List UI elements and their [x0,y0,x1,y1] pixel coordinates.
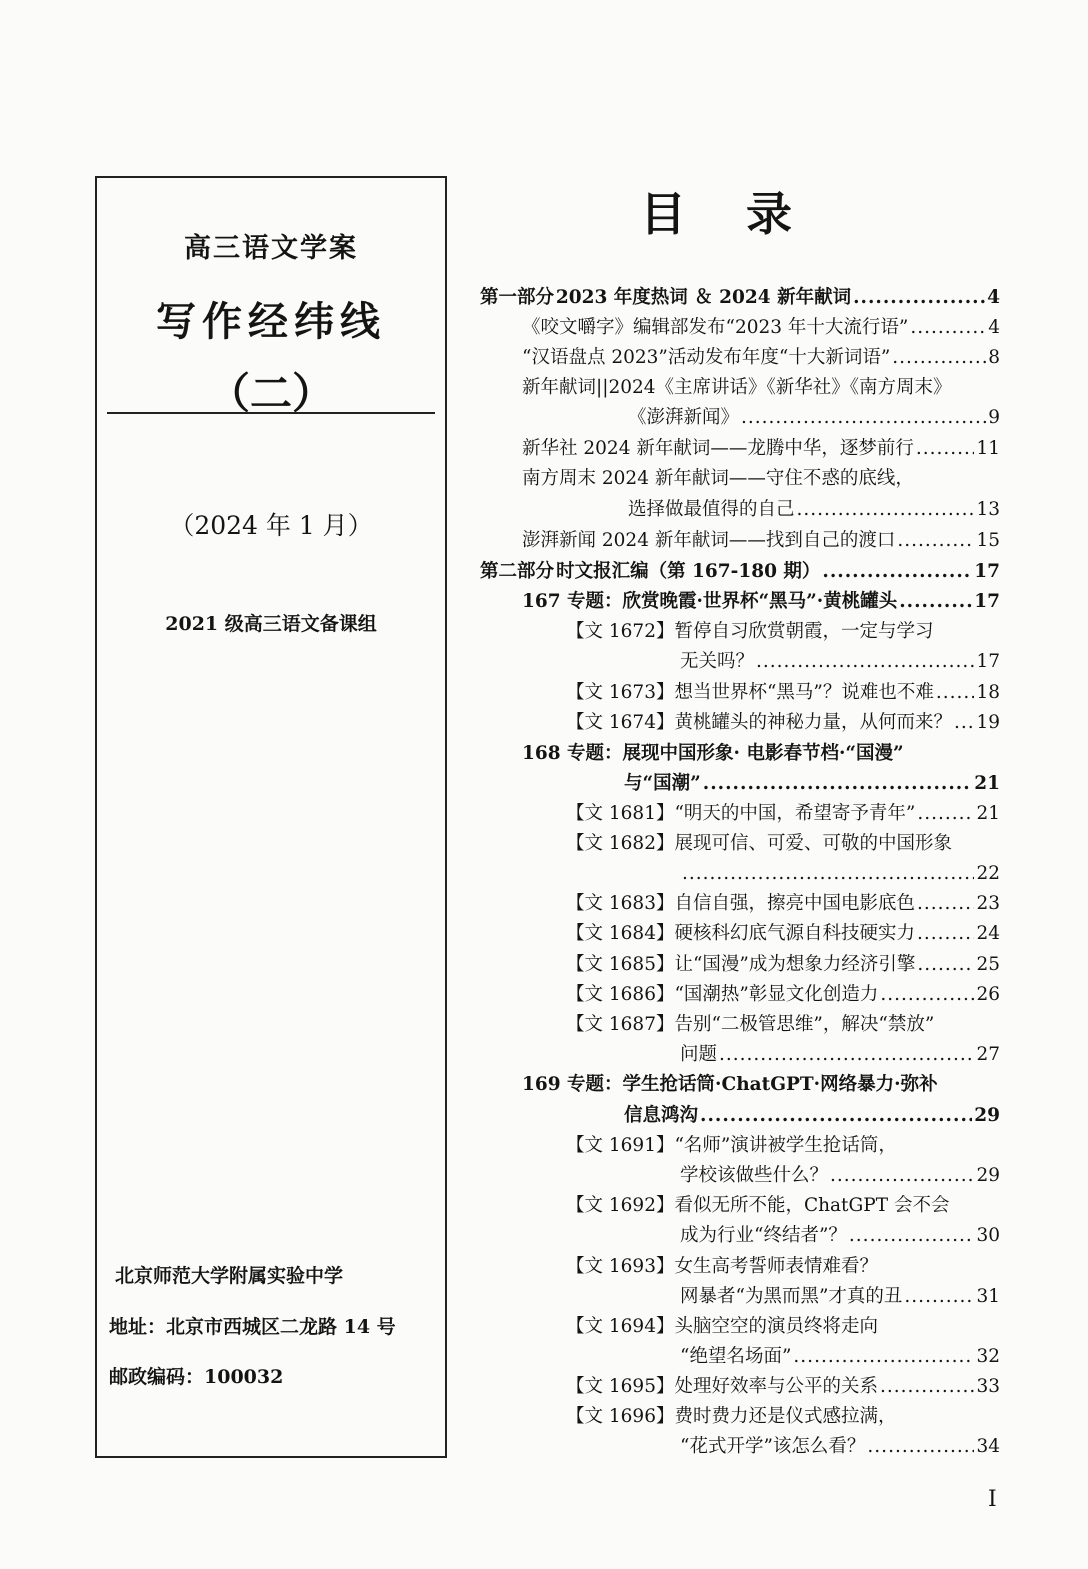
toc-entry[interactable]: “花式开学”该怎么看？ ..... 34 [680,1433,1000,1461]
cover-series-title: 高三语文学案 [184,233,358,264]
cover-school: 北京师范大学附属实验中学 [115,1265,344,1287]
toc-entry[interactable]: 与“国潮” ..... 21 [624,770,1000,798]
toc-entry[interactable]: 【文 1673】想当世界杯“黑马”？说难也不难 ..... 18 [566,679,1000,707]
toc-entry[interactable]: 【文 1692】看似无所不能，ChatGPT 会不会 [566,1195,950,1216]
toc-entry[interactable]: ..... 22 [680,860,1000,888]
cover-address: 地址：北京市西城区二龙路 14 号 [109,1316,396,1338]
cover-zip: 邮政编码：100032 [109,1366,284,1388]
toc-entry[interactable]: 《澎湃新闻》 ..... 9 [628,404,1000,432]
cover-divider [107,412,435,414]
toc-entry[interactable]: 无关吗？ ..... 17 [680,648,1000,676]
toc-entry[interactable]: 【文 1686】“国潮热”彰显文化创造力 ..... 26 [566,981,1000,1009]
toc-entry[interactable]: 【文 1672】暂停自习欣赏朝霞，一定与学习 [566,621,934,642]
toc-entry[interactable]: 澎湃新闻 2024 新年献词——找到自己的渡口 ..... 15 [522,527,1000,555]
toc-entry[interactable]: 【文 1685】让“国漫”成为想象力经济引擎 ..... 25 [566,951,1000,979]
toc-entry[interactable]: 【文 1674】黄桃罐头的神秘力量，从何而来？ ..... 19 [566,709,1000,737]
toc-entry[interactable]: 南方周末 2024 新年献词——守住不惑的底线， [522,468,914,489]
toc-entry[interactable]: 【文 1687】告别“二极管思维”，解决“禁放” [566,1014,935,1035]
toc-entry[interactable]: 学校该做些什么？ ..... 29 [680,1162,1000,1190]
toc-entry[interactable]: 【文 1682】展现可信、可爱、可敬的中国形象 [566,833,952,854]
toc-entry[interactable]: 新华社 2024 新年献词——龙腾中华，逐梦前行 ..... 11 [522,435,1000,463]
toc-entry[interactable]: 168 专题：展现中国形象· 电影春节档·“国漫” [522,743,904,764]
toc-entry[interactable]: “汉语盘点 2023”活动发布年度“十大新词语” ..... 8 [522,344,1000,372]
toc-entry[interactable]: 167 专题：欣赏晚霞·世界杯“黑马”·黄桃罐头 ..... 17 [522,588,1000,616]
toc-entry[interactable]: 成为行业“终结者”？ ..... 30 [680,1222,1000,1250]
toc-entry[interactable]: 【文 1695】处理好效率与公平的关系 ..... 33 [566,1373,1000,1401]
toc-entry[interactable]: 信息鸿沟 ..... 29 [624,1102,1000,1130]
toc-entry[interactable]: 【文 1691】“名师”演讲被学生抢话筒， [566,1135,897,1156]
toc-entry[interactable]: 《咬文嚼字》编辑部发布“2023 年十大流行语” ..... 4 [522,314,1000,342]
toc-entry[interactable]: 【文 1694】头脑空空的演员终将走向 [566,1316,878,1337]
toc-entry[interactable]: 【文 1696】费时费力还是仪式感拉满， [566,1406,897,1427]
toc-entry[interactable]: 【文 1693】女生高考誓师表情难看？ [566,1256,878,1277]
toc-entry[interactable]: 网暴者“为黑而黑”才真的丑 ..... 31 [680,1283,1000,1311]
toc-entry[interactable]: 169 专题：学生抢话筒·ChatGPT·网络暴力·弥补 [522,1074,938,1095]
toc-entry[interactable]: 问题 ..... 27 [680,1041,1000,1069]
cover-box [95,176,447,1458]
toc-entry[interactable]: 【文 1681】“明天的中国，希望寄予青年” ..... 21 [566,800,1000,828]
toc-entry[interactable]: “绝望名场面” ..... 32 [680,1343,1000,1371]
toc-entry[interactable]: 【文 1684】硬核科幻底气源自科技硬实力 ..... 24 [566,920,1000,948]
cover-volume: （二） [207,369,334,418]
cover-main-title: 写作经纬线 [156,299,386,345]
toc-heading: 目录 [640,187,852,241]
toc-entry[interactable]: 第二部分 时文报汇编（第 167-180 期） ..... 17 [480,558,1000,586]
toc-entry[interactable]: 第一部分 2023 年度热词 ＆ 2024 新年献词 ..... 4 [480,284,1000,312]
page-number: I [988,1487,997,1512]
toc-entry[interactable]: 新年献词||2024《主席讲话》《新华社》《南方周末》 [522,377,952,398]
toc-entry[interactable]: 【文 1683】自信自强，擦亮中国电影底色 ..... 23 [566,890,1000,918]
toc-entry[interactable]: 选择做最值得的自己 ..... 13 [628,496,1000,524]
cover-date: （2024 年 1 月） [169,511,373,540]
cover-group: 2021 级高三语文备课组 [165,613,377,635]
